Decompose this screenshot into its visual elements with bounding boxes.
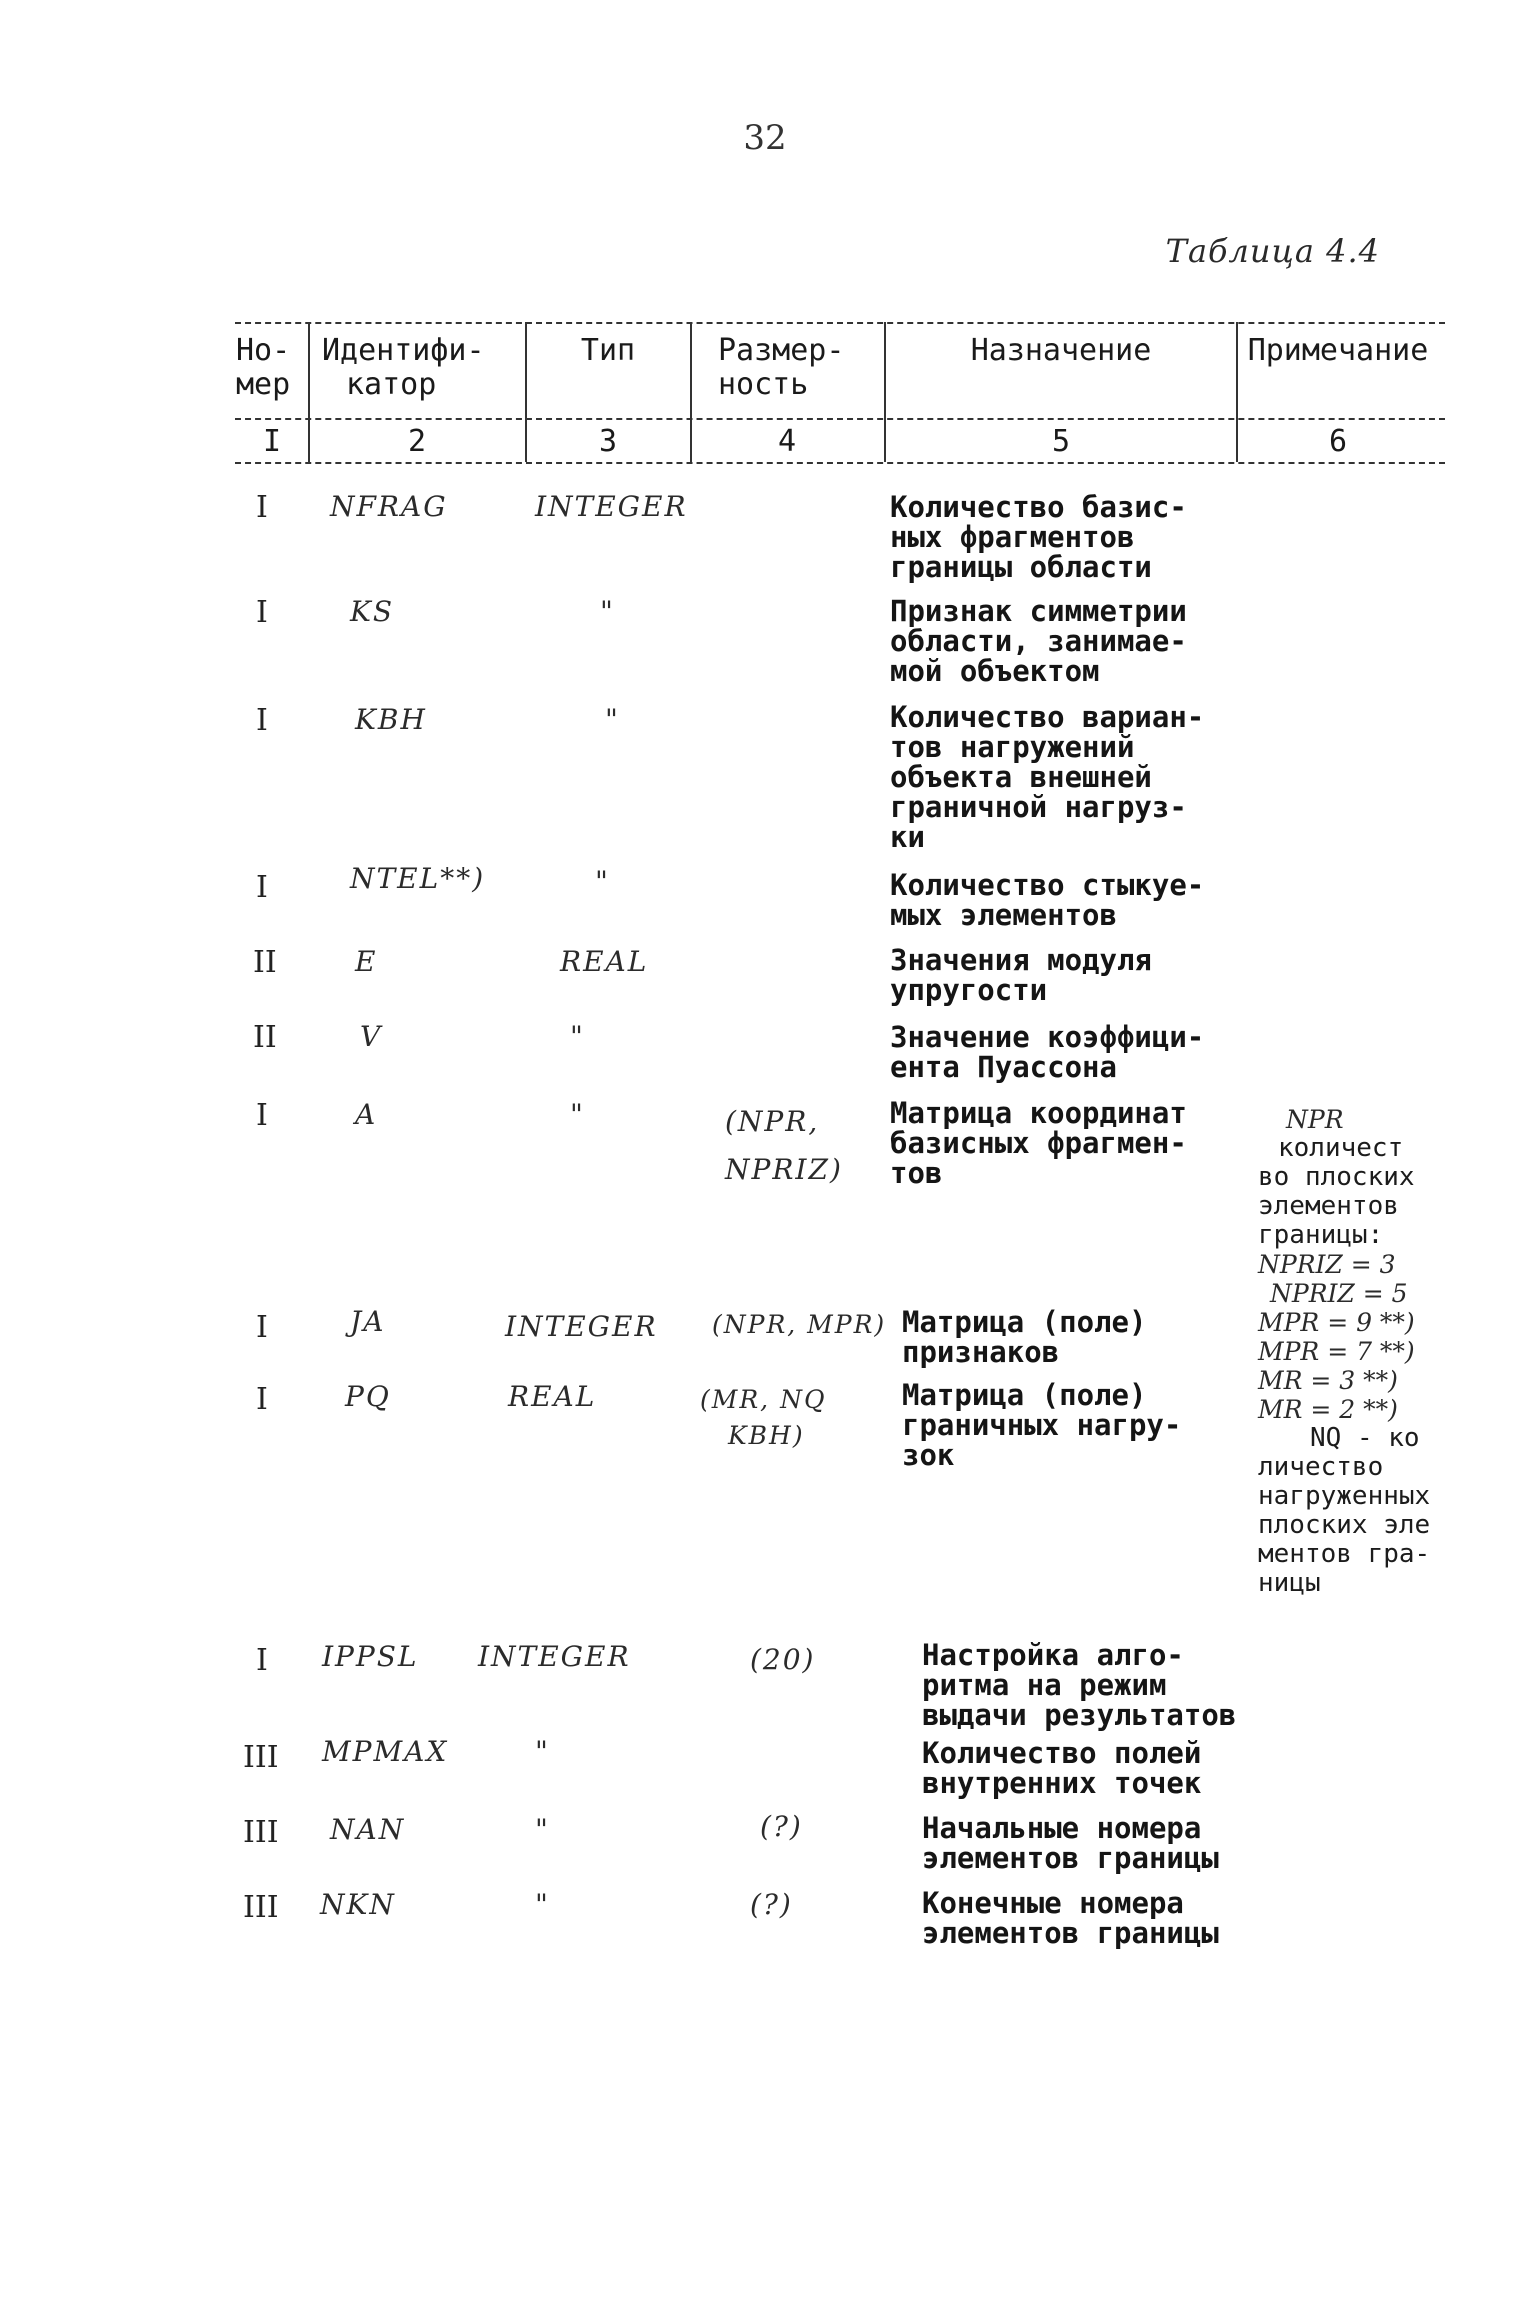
note-column: NPR количест во плоских элементов границы: NPRIZ = 3 NPRIZ = 5 MPR = 9 **) MPR = 7 **) MR = 3 **) MR = 2 **) NQ - ко личество нагруженных плоских эле ментов гра- ницы xyxy=(1258,1105,1431,1598)
header-number: Но- мер xyxy=(236,333,291,402)
header-dimension: Размер- ность xyxy=(718,333,845,402)
header-type: Тип xyxy=(580,333,636,368)
header-identifier: Идентифи- катор xyxy=(322,333,485,402)
column-number: I xyxy=(262,424,282,459)
column-number: 4 xyxy=(777,424,797,459)
column-number: 2 xyxy=(407,424,427,459)
header-note: Примечание xyxy=(1247,333,1429,368)
column-number: 3 xyxy=(598,424,618,459)
page-number: 32 xyxy=(743,118,787,158)
column-number: 5 xyxy=(1051,424,1071,459)
column-number: 6 xyxy=(1328,424,1348,459)
table-caption: Таблица 4.4 xyxy=(1165,232,1380,270)
header-purpose: Назначение xyxy=(970,333,1152,368)
